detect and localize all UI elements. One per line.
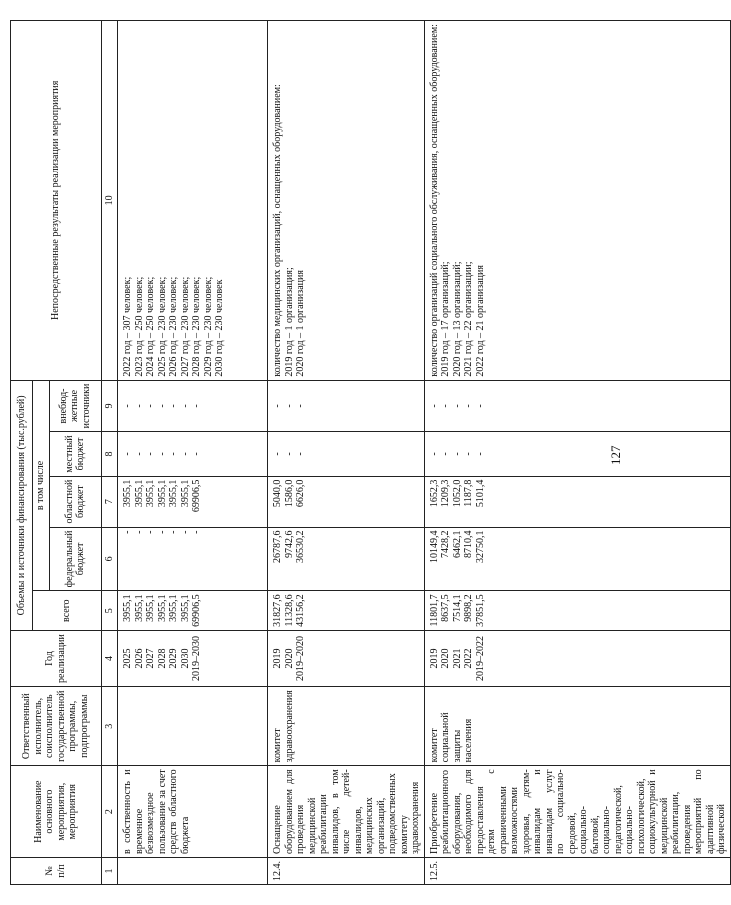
local-amount-line: - — [295, 452, 306, 456]
results-line: 2030 год – 230 человек — [214, 279, 225, 377]
years-line: 2025 — [122, 648, 133, 669]
colnum-5: 5 — [101, 591, 118, 631]
extrabudget-amount-line: - — [122, 404, 133, 408]
extrabudget-amount-line: - — [133, 404, 145, 408]
extrabudget-amount-line: - — [474, 404, 486, 408]
federal-amount — [118, 527, 268, 591]
colnum-8: 8 — [101, 432, 118, 476]
local-amount-line: - — [122, 452, 133, 456]
federal-amount-line: - — [145, 530, 156, 534]
years-line: 2020 — [440, 648, 451, 669]
total-amount-line: 3955,1 — [145, 594, 156, 622]
header-regional: областной бюджет — [49, 476, 101, 527]
header-financing: Объемы и источники финансирования (тыс.рублей) — [11, 380, 33, 630]
years — [268, 631, 425, 687]
regional-amount-line: 1187,8 — [463, 479, 474, 507]
colnum-4: 4 — [101, 631, 118, 687]
total-amount-line: 11801,7 — [428, 594, 440, 627]
header-executor: Ответственный исполнитель, соисполнитель государственной программы, подпрограммы — [11, 687, 102, 766]
table-body — [118, 21, 731, 885]
years-line: 2021 — [451, 648, 463, 669]
executor: комитет здравоохранения — [268, 687, 425, 766]
extrabudget-amount-line: - — [156, 404, 168, 408]
federal-amount-line: - — [191, 530, 202, 534]
total-amount-line: 8637,5 — [440, 594, 451, 622]
colnum-6: 6 — [101, 527, 118, 591]
header-num: № п/п — [11, 857, 102, 884]
years-line: 2028 — [156, 648, 168, 669]
years-line: 2019–2020 — [295, 636, 306, 682]
header-local: местный бюджет — [49, 432, 101, 476]
local-amount-line: - — [474, 452, 486, 456]
extrabudget-amount-line: - — [440, 404, 451, 408]
years-line: 2022 — [463, 648, 474, 669]
regional-amount-line: 3955,1 — [179, 479, 191, 508]
local-amount-line: - — [179, 452, 191, 456]
total-amount-line: 3955,1 — [122, 594, 133, 622]
measure-name: Оснащение оборудованием для проведения медицинской реабилитации инвалидов, в том числе детей-инвалидов, медицинских организаций, подведомственных комитету здравоохранения — [268, 766, 425, 858]
executor — [118, 687, 268, 766]
extrabudget-amount-line: - — [428, 404, 440, 408]
total-amount-line: 37851,5 — [474, 594, 486, 627]
total-amount — [424, 591, 730, 631]
extrabudget-amount-line: - — [191, 404, 202, 408]
federal-amount-line: 6462,1 — [451, 530, 463, 559]
results-line: 2019 год – 17 организаций; — [440, 261, 451, 377]
years-line: 2019–2030 — [191, 636, 202, 682]
regional-amount-line: 1052,0 — [451, 479, 463, 508]
federal-amount-line: - — [133, 530, 145, 534]
results-line: 2021 год – 22 организации; — [463, 261, 474, 377]
local-amount-line: - — [283, 452, 295, 456]
local-amount-line: - — [428, 452, 440, 456]
regional-amount-line: 1209,3 — [440, 479, 451, 508]
colnum-2: 2 — [101, 766, 118, 858]
federal-amount-line: - — [156, 530, 168, 534]
local-amount — [268, 432, 425, 476]
total-amount — [118, 591, 268, 631]
results-line: 2028 год – 230 человек; — [191, 276, 202, 377]
regional-amount-line: 3955,1 — [122, 479, 133, 508]
extrabudget-amount-line: - — [272, 404, 283, 408]
federal-amount-line: 36530,2 — [295, 530, 306, 564]
measure-name: в собственность и временное безвозмездное пользование за счет средств областного бюджета — [118, 766, 268, 858]
local-amount — [118, 432, 268, 476]
years-line: 2030 — [179, 648, 191, 669]
results — [424, 21, 730, 381]
row-number: 12.5. — [424, 857, 730, 884]
federal-amount-line: - — [179, 530, 191, 534]
extrabudget-amount-line: - — [451, 404, 463, 408]
extrabudget-amount-line: - — [463, 404, 474, 408]
regional-amount-line: 3955,1 — [133, 479, 145, 508]
federal-amount-line: 10149,4 — [428, 530, 440, 564]
local-amount-line: - — [133, 452, 145, 456]
local-amount-line: - — [168, 452, 179, 456]
federal-amount-line: 26787,6 — [272, 530, 283, 564]
total-amount-line: 3955,1 — [179, 594, 191, 622]
header-year: Год реализации — [11, 631, 102, 687]
extrabudget-amount-line: - — [295, 404, 306, 408]
extrabudget-amount — [268, 380, 425, 432]
header-results: Непосредственные результаты реализации мероприятия — [11, 21, 102, 381]
local-amount-line: - — [156, 452, 168, 456]
regional-amount-line: 3955,1 — [168, 479, 179, 508]
regional-amount — [268, 476, 425, 527]
results-line: 2025 год – 230 человек; — [156, 276, 168, 377]
regional-amount-line: 3955,1 — [145, 479, 156, 508]
results-line: количество медицинских организаций, оснащенных оборудованием: — [272, 84, 283, 377]
regional-amount-line: 5101,4 — [474, 479, 486, 508]
results-line: 2026 год – 230 человек; — [168, 276, 179, 377]
extrabudget-amount-line: - — [145, 404, 156, 408]
results-line: 2022 год – 21 организация — [474, 265, 486, 377]
total-amount-line: 69906,5 — [191, 594, 202, 627]
page-number: 127 — [608, 445, 623, 465]
extrabudget-amount — [424, 380, 730, 432]
financing-table — [10, 20, 731, 885]
years-line: 2027 — [145, 648, 156, 669]
executor: комитет социальной защиты населения — [424, 687, 730, 766]
table-row — [268, 21, 425, 885]
results — [118, 21, 268, 381]
local-amount — [424, 432, 730, 476]
years-line: 2019–2022 — [474, 636, 486, 682]
results-line: 2020 год – 1 организация — [295, 270, 306, 377]
local-amount-line: - — [191, 452, 202, 456]
federal-amount — [268, 527, 425, 591]
federal-amount-line: 32750,1 — [474, 530, 486, 564]
total-amount-line: 9898,2 — [463, 594, 474, 622]
federal-amount — [424, 527, 730, 591]
row-number — [118, 857, 268, 884]
regional-amount-line: 5040,0 — [272, 479, 283, 508]
header-extrabudget: внебюд-жетные источники — [49, 380, 101, 432]
header-total: всего — [33, 591, 102, 631]
regional-amount-line: 69906,5 — [191, 479, 202, 513]
results-line: 2023 год – 250 человек; — [133, 276, 145, 377]
results-line: количество организаций социального обслуживания, оснащенных оборудованием: — [428, 24, 440, 377]
federal-amount-line: 7428,2 — [440, 530, 451, 559]
total-amount-line: 3955,1 — [133, 594, 145, 622]
measure-name: Приобретение реабилитационного оборудования, необходимого для предоставления детям с ограниченными возможностями здоровья, детям-инвалидам и инвалидам услуг по социально-средовой, социально-бытовой, социально-педагогической, социально-психологической, социокультурной и медицинской реабилитации, проведения мероприятий по адаптивной физической — [424, 766, 730, 858]
colnum-9: 9 — [101, 380, 118, 432]
total-amount-line: 31827,6 — [272, 594, 283, 627]
local-amount-line: - — [145, 452, 156, 456]
total-amount-line: 3955,1 — [156, 594, 168, 622]
header-including: в том числе — [33, 380, 50, 591]
local-amount-line: - — [463, 452, 474, 456]
years — [118, 631, 268, 687]
extrabudget-amount-line: - — [168, 404, 179, 408]
colnum-3: 3 — [101, 687, 118, 766]
regional-amount-line: 1652,3 — [428, 479, 440, 508]
total-amount — [268, 591, 425, 631]
years-line: 2019 — [272, 648, 283, 669]
header-federal: федеральный бюджет — [49, 527, 101, 591]
years-line: 2019 — [428, 648, 440, 669]
extrabudget-amount — [118, 380, 268, 432]
results-line: 2029 год – 230 человек; — [202, 276, 214, 377]
results — [268, 21, 425, 381]
total-amount-line: 43156,2 — [295, 594, 306, 627]
federal-amount-line: - — [122, 530, 133, 534]
results-line: 2022 год – 307 человек; — [122, 276, 133, 377]
table-row — [424, 21, 730, 885]
table-row — [118, 21, 268, 885]
federal-amount-line: - — [168, 530, 179, 534]
colnum-1: 1 — [101, 857, 118, 884]
local-amount-line: - — [440, 452, 451, 456]
years — [424, 631, 730, 687]
results-line: 2024 год – 250 человек; — [145, 276, 156, 377]
local-amount-line: - — [272, 452, 283, 456]
regional-amount — [118, 476, 268, 527]
colnum-7: 7 — [101, 476, 118, 527]
total-amount-line: 11328,6 — [283, 594, 295, 627]
regional-amount-line: 1586,0 — [283, 479, 295, 508]
federal-amount-line: 8710,4 — [463, 530, 474, 559]
extrabudget-amount-line: - — [179, 404, 191, 408]
results-line: 2020 год – 13 организаций; — [451, 261, 463, 377]
extrabudget-amount-line: - — [283, 404, 295, 408]
colnum-10: 10 — [101, 21, 118, 381]
total-amount-line: 3955,1 — [168, 594, 179, 622]
total-amount-line: 7514,1 — [451, 594, 463, 622]
results-line: 2019 год – 1 организация; — [283, 267, 295, 377]
years-line: 2020 — [283, 648, 295, 669]
local-amount-line: - — [451, 452, 463, 456]
regional-amount — [424, 476, 730, 527]
row-number: 12.4. — [268, 857, 425, 884]
regional-amount-line: 3955,1 — [156, 479, 168, 508]
header-name: Наименование основного мероприятия, мероприятия — [11, 766, 102, 858]
results-line: 2027 год – 230 человек; — [179, 276, 191, 377]
federal-amount-line: 9742,6 — [283, 530, 295, 559]
regional-amount-line: 6626,0 — [295, 479, 306, 508]
years-line: 2029 — [168, 648, 179, 669]
years-line: 2026 — [133, 648, 145, 669]
